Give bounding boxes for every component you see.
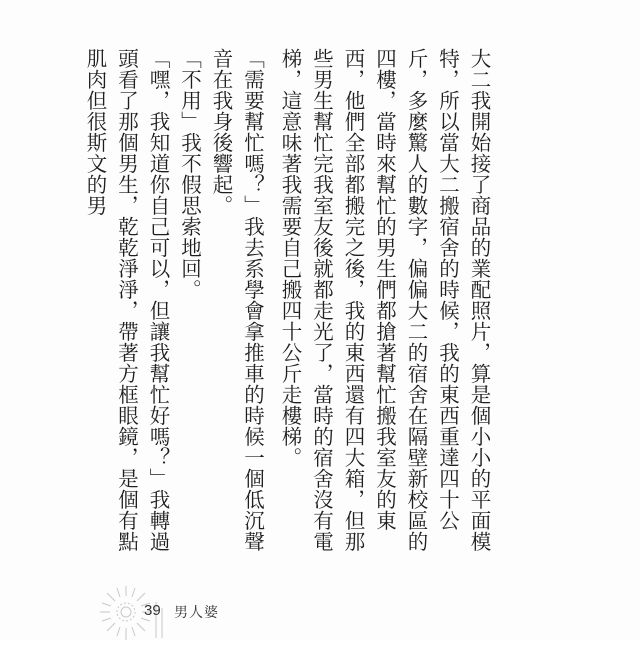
paragraph-3: 「不用」我不假思索地回。: [177, 48, 202, 300]
paragraph-4: 「嘿，我知道你自己可以，但讓我幫忙好嗎？」我轉過頭看了那個男生，乾乾淨淨，帶著方框眼鏡，是個有點肌肉但很斯文的男: [83, 48, 170, 552]
vertical-text-body: [83, 48, 500, 568]
paragraph-1: 大二我開始接了商品的業配照片，算是個小小的平面模特，所以當大二搬宿舍的時候，我的東西重達四十公斤，多麼驚人的數字，偏偏大二的宿舍在隔壁新校區的四樓，當時來幫忙的男生們都搶著幫忙搬我室友的東西，他們全部都搬完之後，我的東西還有四大箱，但那些男生幫忙完我室友後就都走光了，當時的宿舍沒有電梯，這意味著我需要自己搬四十公斤走樓梯。: [278, 48, 491, 552]
paragraph-2: 「需要幫忙嗎？」我去系學會拿推車的時候一個低沉聲音在我身後響起。: [209, 48, 265, 552]
page-number: 39: [144, 602, 161, 619]
book-title: 男人婆: [174, 605, 219, 621]
page-footer: [96, 596, 296, 636]
